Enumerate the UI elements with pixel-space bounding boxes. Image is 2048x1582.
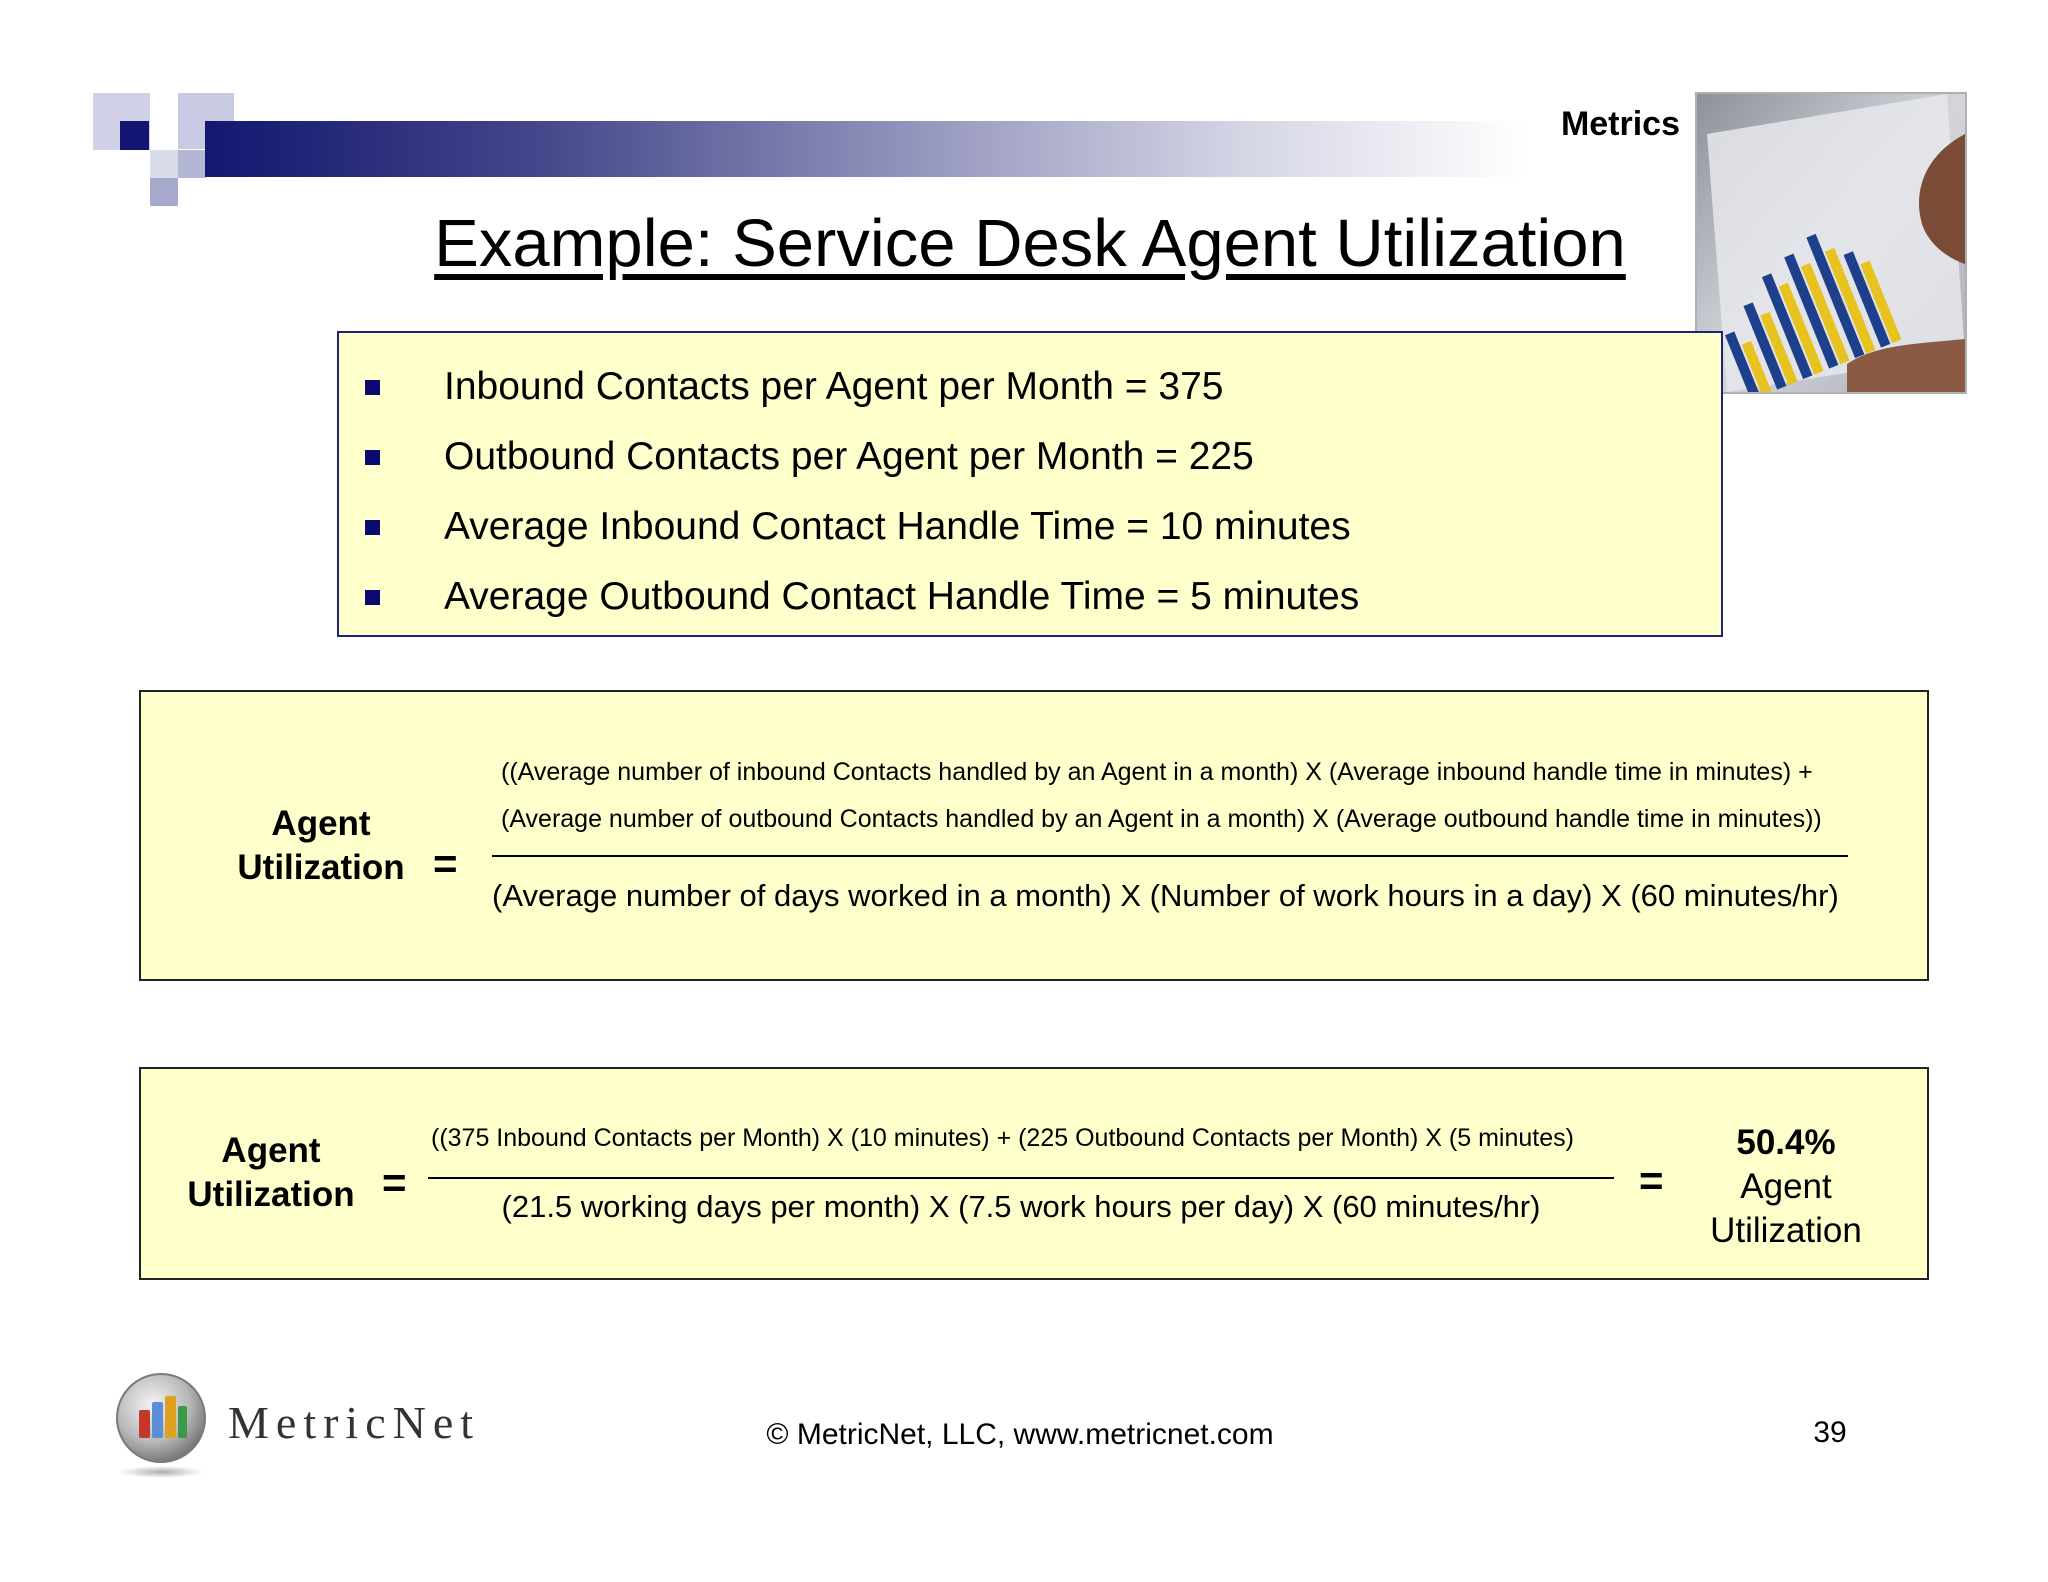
- fact-text: Average Outbound Contact Handle Time = 5 minutes: [444, 575, 1360, 618]
- formula-fraction-bar: [492, 855, 1848, 857]
- list-item: [339, 427, 1254, 487]
- footer-copyright: © MetricNet, LLC, www.metricnet.com: [766, 1418, 1274, 1451]
- calculation-numerator: ((375 Inbound Contacts per Month) X (10 minutes) + (225 Outbound Contacts per Month) X (5 minutes): [431, 1124, 1574, 1152]
- square-bullet-icon: [365, 450, 380, 465]
- logo-wordmark: MetricNet: [228, 1397, 481, 1448]
- list-item: [339, 497, 1351, 557]
- list-item: [339, 567, 1359, 627]
- list-item: [339, 357, 1223, 417]
- square-bullet-icon: [365, 590, 380, 605]
- facts-box: [337, 331, 1723, 637]
- result-value: 50.4%: [1736, 1123, 1836, 1162]
- formula-lhs-line2: Utilization: [237, 848, 405, 887]
- page-title: Example: Service Desk Agent Utilization: [434, 206, 1626, 281]
- calculation-lhs-line1: Agent: [221, 1131, 321, 1170]
- metricnet-logo-icon: [112, 1372, 210, 1480]
- result-label-line2: Utilization: [1710, 1211, 1862, 1250]
- result-label-line1: Agent: [1740, 1167, 1832, 1206]
- formula-numerator-line1: ((Average number of inbound Contacts handled by an Agent in a month) X (Average inbound handle time in minutes) +: [501, 758, 1813, 786]
- calculation-denominator: (21.5 working days per month) X (7.5 work hours per day) X (60 minutes/hr): [501, 1189, 1541, 1224]
- fact-text: Average Inbound Contact Handle Time = 10 minutes: [444, 505, 1351, 548]
- header-gradient-band: [205, 121, 1705, 177]
- calculation-lhs: [161, 1129, 381, 1217]
- calculation-lhs-line2: Utilization: [187, 1175, 355, 1214]
- formula-denominator: (Average number of days worked in a month) X (Number of work hours in a day) X (60 minutes/hr): [492, 878, 1839, 913]
- calculation-box: [139, 1067, 1929, 1280]
- logo-emblem-icon: [112, 1372, 210, 1480]
- calculation-fraction-bar: [428, 1177, 1614, 1179]
- fact-text: Outbound Contacts per Agent per Month = 225: [444, 435, 1254, 478]
- result-equals-sign: =: [1639, 1157, 1664, 1204]
- calculation-equals-sign: =: [382, 1159, 407, 1206]
- square-bullet-icon: [365, 520, 380, 535]
- formula-box: [139, 690, 1929, 981]
- formula-equals-sign: =: [433, 840, 458, 887]
- formula-lhs: [211, 802, 431, 890]
- section-label: Metrics: [1560, 105, 1680, 143]
- result-block: [1681, 1121, 1891, 1253]
- formula-lhs-line1: Agent: [271, 804, 371, 843]
- page-number: 39: [1813, 1416, 1847, 1449]
- fact-text: Inbound Contacts per Agent per Month = 375: [444, 365, 1224, 408]
- formula-numerator-line2: (Average number of outbound Contacts handled by an Agent in a month) X (Average outbound handle time in minutes)): [501, 805, 1822, 833]
- square-bullet-icon: [365, 380, 380, 395]
